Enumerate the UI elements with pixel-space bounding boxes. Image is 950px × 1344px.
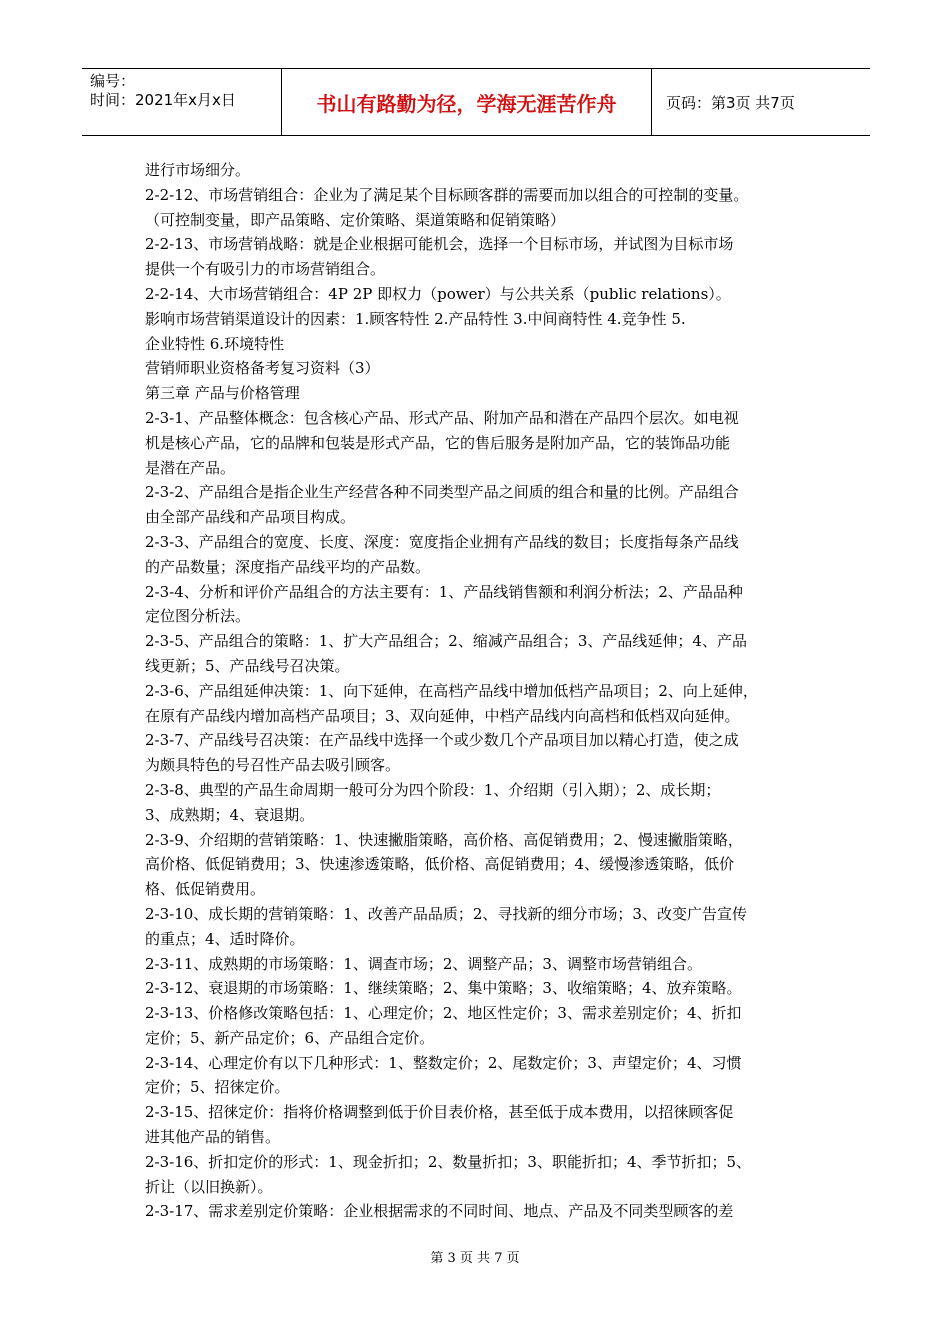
text-line: 定价；5、招徕定价。 — [145, 1078, 290, 1097]
text-line: 2-3-9、介绍期的营销策略：1、快速撇脂策略，高价格、高促销费用；2、慢速撇脂策略， — [145, 830, 743, 849]
text-line: 3、成熟期；4、衰退期。 — [145, 805, 315, 824]
text-line: 高价格、低促销费用；3、快速渗透策略，低价格、高促销费用；4、缓慢渗透策略，低价 — [145, 855, 735, 874]
text-line: 进其他产品的销售。 — [145, 1128, 281, 1147]
text-line: 定位图分析法。 — [145, 607, 251, 626]
text-line: 2-3-2、产品组合是指企业生产经营各种不同类型产品之间质的组合和量的比例。产品组合 — [145, 483, 739, 502]
text-line: 机是核心产品，它的品牌和包装是形式产品，它的售后服务是附加产品，它的装饰品功能 — [145, 433, 731, 452]
text-line: 2-3-14、心理定价有以下几种形式：1、整数定价；2、尾数定价；3、声望定价；4、习惯 — [145, 1053, 742, 1072]
text-line: 影响市场营销渠道设计的因素：1.顾客特性 2.产品特性 3.中间商特性 4.竞争性 5. — [145, 309, 686, 328]
date-label: 时间：2021年x月x日 — [90, 91, 236, 109]
text-line: 2-3-1、产品整体概念：包含核心产品、形式产品、附加产品和潜在产品四个层次。如电视 — [145, 408, 739, 427]
text-line: 是潜在产品。 — [145, 458, 236, 477]
text-line: 2-3-8、典型的产品生命周期一般可分为四个阶段：1、介绍期（引入期）；2、成长期； — [145, 780, 721, 799]
text-line: 营销师职业资格备考复习资料（3） — [145, 359, 380, 378]
text-line: 2-2-14、大市场营销组合：4P 2P 即权力（power）与公共关系（public relations）。 — [145, 284, 731, 303]
text-line: 第三章 产品与价格管理 — [145, 384, 300, 403]
text-line: 2-3-5、产品组合的策略：1、扩大产品组合；2、缩减产品组合；3、产品线延伸；4、产品 — [145, 632, 747, 651]
text-line: 的产品数量；深度指产品线平均的产品数。 — [145, 557, 431, 576]
header-info-cell — [82, 69, 282, 135]
page-info: 页码：第3页 共7页 — [666, 93, 795, 112]
text-line: 2-3-12、衰退期的市场策略：1、继续策略；2、集中策略；3、收缩策略；4、放弃策略。 — [145, 979, 742, 998]
text-line: 为颇具特色的号召性产品去吸引顾客。 — [145, 756, 401, 775]
text-line: 企业特性 6.环境特性 — [145, 334, 285, 353]
text-line: 2-3-15、招徕定价：指将价格调整到低于价目表价格，甚至低于成本费用，以招徕顾客促 — [145, 1103, 734, 1122]
text-line: 在原有产品线内增加高档产品项目；3、双向延伸，中档产品线内向高档和低档双向延伸。 — [145, 706, 740, 725]
number-label: 编号： — [90, 72, 136, 90]
document-body — [145, 158, 810, 1224]
text-line: 2-3-11、成熟期的市场策略：1、调查市场；2、调整产品；3、调整市场营销组合。 — [145, 954, 702, 973]
text-line: 折让（以旧换新）。 — [145, 1177, 273, 1196]
text-line: 2-3-16、折扣定价的形式：1、现金折扣；2、数量折扣；3、职能折扣；4、季节折扣；5、 — [145, 1152, 752, 1171]
text-line: 2-2-13、市场营销战略：就是企业根据可能机会，选择一个目标市场，并试图为目标市场 — [145, 235, 734, 254]
text-line: 线更新；5、产品线号召决策。 — [145, 656, 350, 675]
motto-text: 书山有路勤为径，学海无涯苦作舟 — [282, 69, 652, 135]
text-line: 提供一个有吸引力的市场营销组合。 — [145, 260, 386, 279]
text-line: （可控制变量，即产品策略、定价策略、渠道策略和促销策略） — [145, 210, 566, 229]
text-line: 由全部产品线和产品项目构成。 — [145, 508, 356, 527]
text-line: 2-3-13、价格修改策略包括：1、心理定价；2、地区性定价；3、需求差别定价；4、折扣 — [145, 1004, 742, 1023]
text-line: 进行市场细分。 — [145, 161, 251, 179]
page-header — [82, 68, 870, 136]
text-line: 2-3-7、产品线号召决策：在产品线中选择一个或少数几个产品项目加以精心打造，使之成 — [145, 731, 739, 750]
text-line: 2-2-12、市场营销组合：企业为了满足某个目标顾客群的需要而加以组合的可控制的变量。 — [145, 185, 749, 204]
text-line: 2-3-4、分析和评价产品组合的方法主要有：1、产品线销售额和利润分析法；2、产品品种 — [145, 582, 743, 601]
text-line: 的重点；4、适时降价。 — [145, 929, 305, 948]
text-line: 2-3-17、需求差别定价策略：企业根据需求的不同时间、地点、产品及不同类型顾客的差 — [145, 1202, 734, 1221]
text-line: 格、低促销费用。 — [145, 880, 266, 899]
text-line: 2-3-6、产品组延伸决策：1、向下延伸，在高档产品线中增加低档产品项目；2、向上延伸， — [145, 681, 758, 700]
text-line: 2-3-3、产品组合的宽度、长度、深度：宽度指企业拥有产品线的数目；长度指每条产品线 — [145, 532, 739, 551]
text-line: 定价；5、新产品定价；6、产品组合定价。 — [145, 1028, 435, 1047]
page-footer: 第 3 页 共 7 页 — [430, 1251, 520, 1266]
text-line: 2-3-10、成长期的营销策略：1、改善产品品质；2、寻找新的细分市场；3、改变广告宣传 — [145, 904, 747, 923]
